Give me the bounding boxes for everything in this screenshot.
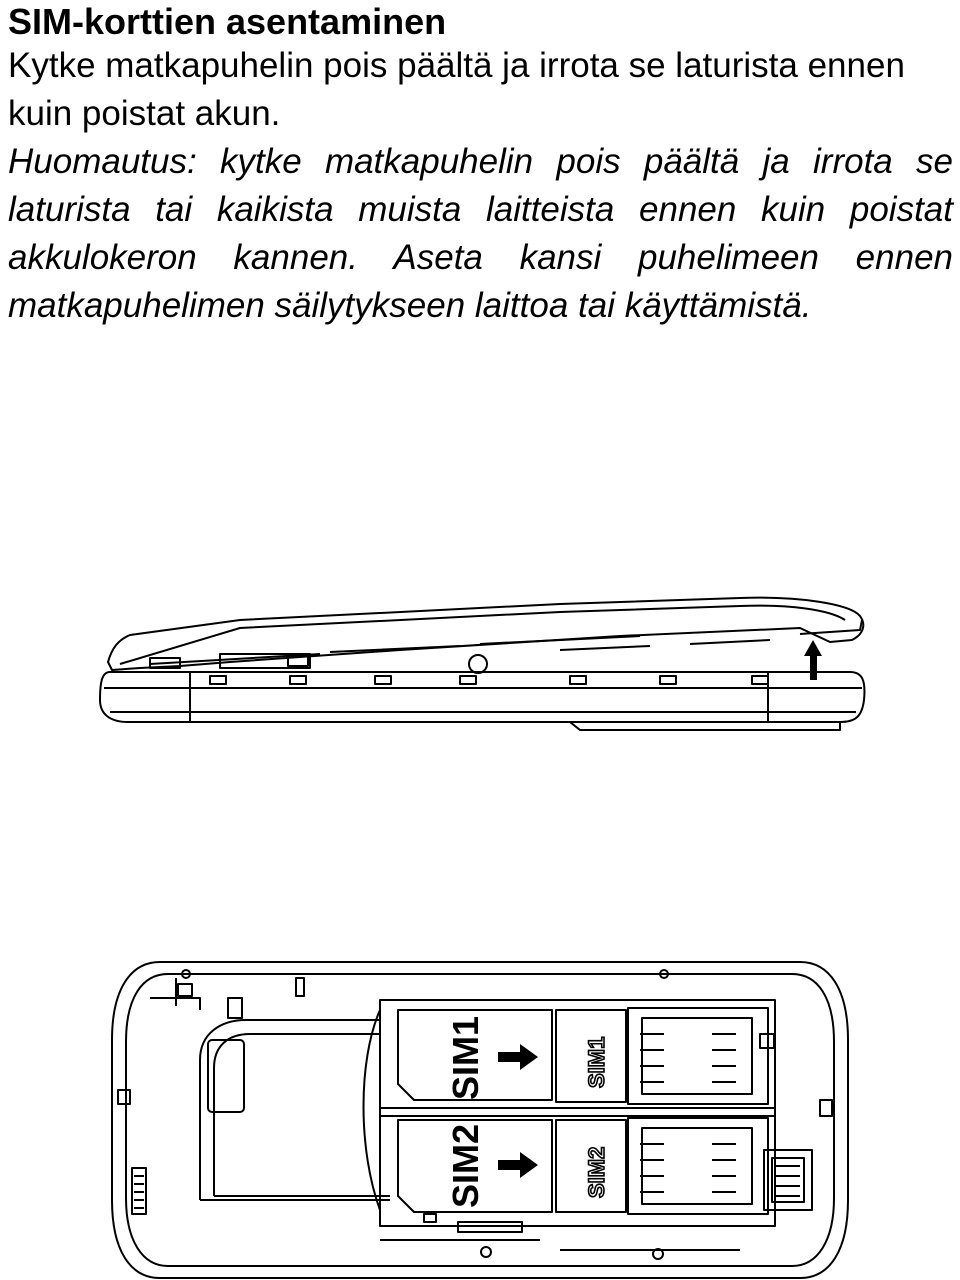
sim2-slot-label: SIM2	[584, 1146, 609, 1198]
sim1-card-label: SIM1	[445, 1015, 486, 1100]
sim2-card-label: SIM2	[445, 1123, 486, 1208]
insert-arrow-icon	[498, 1044, 538, 1070]
sim1-slot-label: SIM1	[584, 1036, 609, 1088]
note-paragraph: Huomautus: kytke matkapuhelin pois päältä ja irrota se laturista tai kaikista muista laitteista ennen kuin poistat akkulokeron kannen. Aseta kansi puhelimeen ennen matkapuhelimen säilytykseen laittoa tai käyttämistä.	[8, 142, 953, 325]
page-title: SIM-korttien asentaminen	[8, 1, 447, 42]
insert-arrow-icon	[498, 1152, 538, 1178]
phone-back-sim-slots-illustration	[0, 950, 960, 1280]
lift-arrow-icon	[804, 640, 822, 680]
phone-side-view-illustration	[0, 590, 960, 750]
instruction-paragraph: Kytke matkapuhelin pois päältä ja irrota se laturista ennen kuin poistat akun.	[8, 46, 905, 133]
